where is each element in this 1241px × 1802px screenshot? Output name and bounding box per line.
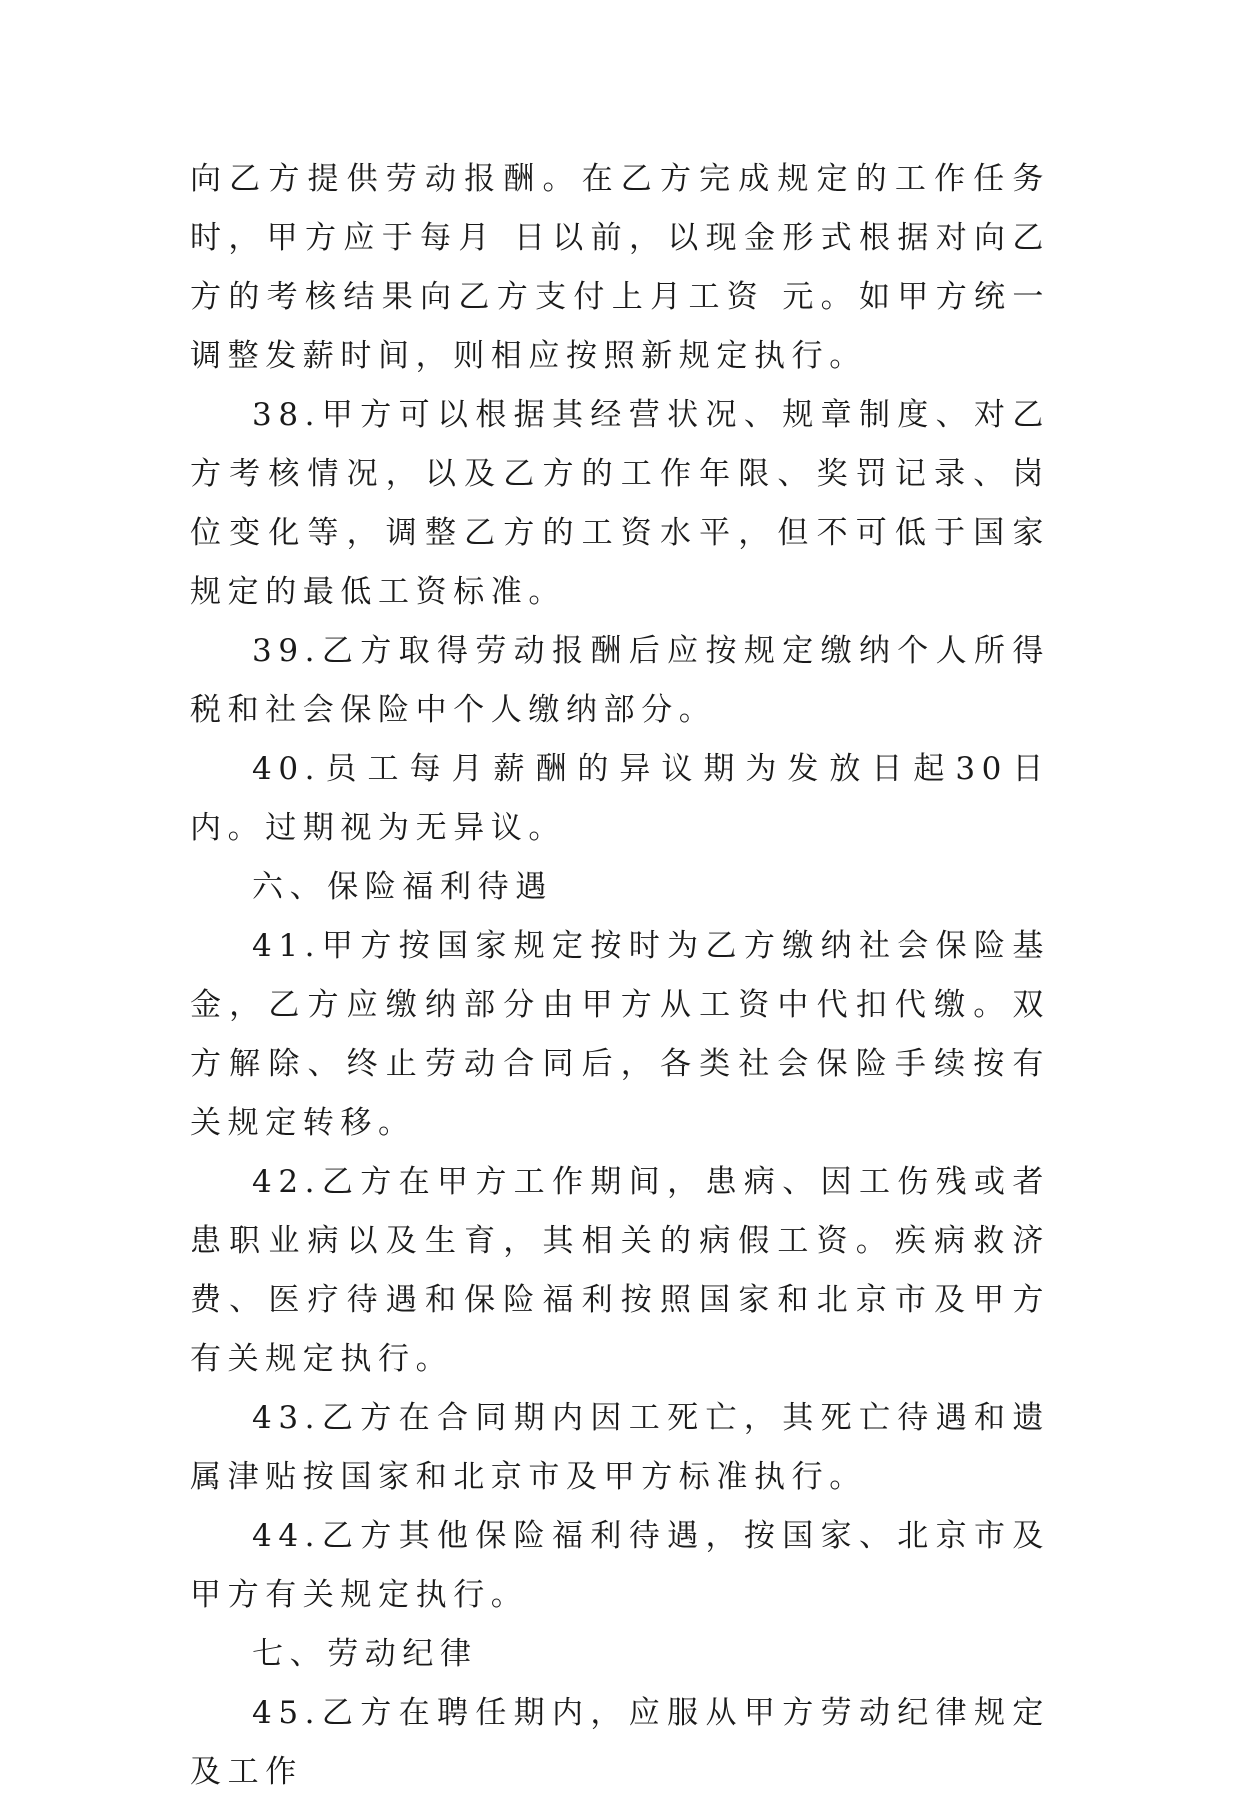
paragraph-clause-45: 45.乙方在聘任期内，应服从甲方劳动纪律规定及工作 (190, 1695, 1050, 1790)
paragraph-clause-44: 44.乙方其他保险福利待遇，按国家、北京市及甲方有关规定执行。 (190, 1518, 1050, 1613)
paragraph-clause-39: 39.乙方取得劳动报酬后应按规定缴纳个人所得税和社会保险中个人缴纳部分。 (190, 633, 1050, 728)
document-page (190, 150, 1050, 1802)
paragraph-clause-40: 40.员工每月薪酬的异议期为发放日起30日内。过期视为无异议。 (190, 751, 1050, 846)
section-heading-insurance: 六、保险福利待遇 (252, 869, 553, 905)
paragraph-clause-38: 38.甲方可以根据其经营状况、规章制度、对乙方考核情况，以及乙方的工作年限、奖罚记录、岗位变化等，调整乙方的工资水平，但不可低于国家规定的最低工资标准。 (190, 397, 1050, 610)
paragraph-clause-43: 43.乙方在合同期内因工死亡，其死亡待遇和遗属津贴按国家和北京市及甲方标准执行。 (190, 1400, 1050, 1495)
section-heading-discipline: 七、劳动纪律 (252, 1636, 478, 1672)
paragraph-clause-42: 42.乙方在甲方工作期间，患病、因工伤残或者患职业病以及生育，其相关的病假工资。疾病救济费、医疗待遇和保险福利按照国家和北京市及甲方有关规定执行。 (190, 1164, 1050, 1377)
paragraph-salary-payment: 向乙方提供劳动报酬。在乙方完成规定的工作任务时，甲方应于每月 日以前，以现金形式根据对向乙方的考核结果向乙方支付上月工资 元。如甲方统一调整发薪时间，则相应按照新规定执行。 (190, 161, 1050, 374)
paragraph-clause-41: 41.甲方按国家规定按时为乙方缴纳社会保险基金，乙方应缴纳部分由甲方从工资中代扣代缴。双方解除、终止劳动合同后，各类社会保险手续按有关规定转移。 (190, 928, 1050, 1141)
